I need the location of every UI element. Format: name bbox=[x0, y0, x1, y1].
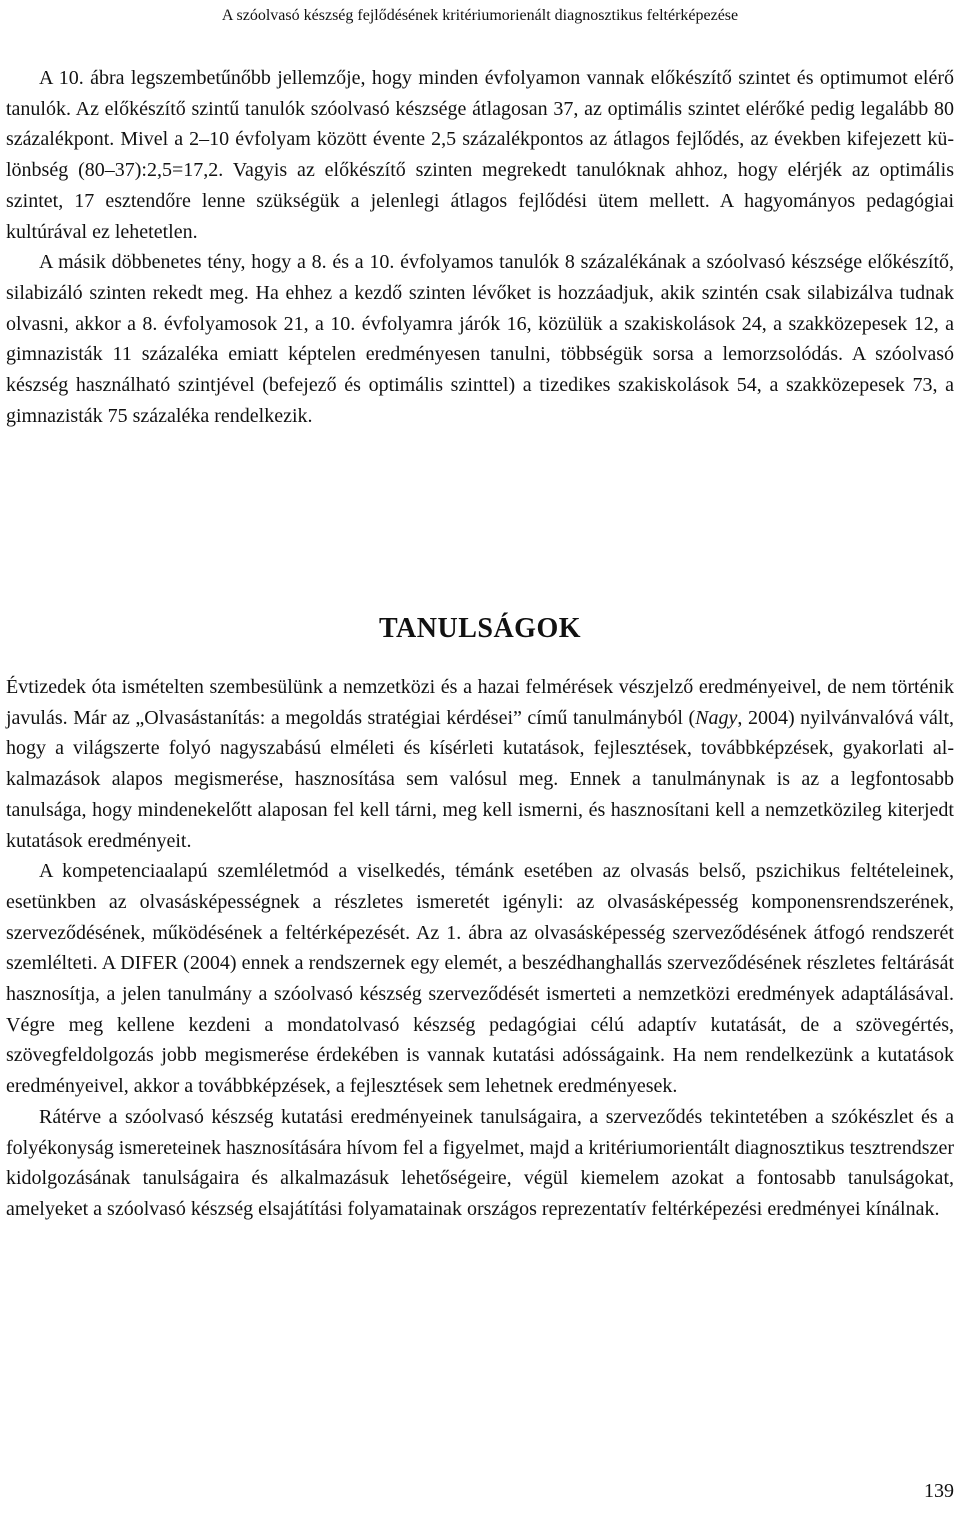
citation-author: Nagy bbox=[695, 706, 738, 729]
paragraph-second-fact: A másik döbbenetes tény, hogy a 8. és a 10. évfolyamos tanulók 8 százalékának a szóolvasó készsége előkészítő, silabizáló szinten rekedt meg. Ha ehhez a kezdő szinten lévőket is hozzáadjuk, akik szintén csak silabizálva tudnak olvasni, akkor a 8. évfolyamosok 21, a 10. évfolyamra járók 16, közülük a szakiskolások 24, a szakközepesek 12, a gimnazisták 11 százaléka emiatt képtelen eredményesen tanulni, többségük sorsa a lemorzsolódás. A szóolvasó készség használható szintjével (befejező és optimális szinttel) a tizedikes szakiskolások 54, a szakközepesek 73, a gimnazisták 75 százaléka rendelkezik. bbox=[6, 251, 954, 427]
paragraph-figure-10: A 10. ábra legszembetűnőbb jellemzője, hogy minden évfolyamon vannak előkészítő szintet és optimumot elérő tanulók. Az előkészítő szintű tanulók szóolvasó készsége átlagosan 37, az optimális szintet elérőké pedig legalább 80 százalékpont. Mivel a 2–10 évfolyam között évente 2,5 százalékpontos az átlagos fejlődés, az években kifejezett különbség (80–37):2,5=17,2. Vagyis az előkészítő szinten megrekedt tanulóknak ahhoz, hogy elérjék az optimális szintet, 17 esztendőre lenne szükségük a jelenlegi átlagos fejlődési ütem mellett. A hagyományos pedagógiai kultúrával ez lehetetlen. bbox=[6, 67, 954, 243]
paragraph-competence: A kompetenciaalapú szemléletmód a viselkedés, témánk esetében az olvasás belső, pszichikus feltételeinek, esetünkben az olvasásképességnek a részletes ismeretét igényli: az olvasásképesség komponensrendszerének, szerveződésének, működésének a feltérképezését. Az 1. ábra az olvasásképesség szerveződésének átfogó rendszerét szemlélteti. A DIFER (2004) ennek a rendszernek egy elemét, a beszédhanghallás szerveződésének részletes feltárását hasznosítja, a jelen tanulmány a szóolvasó készség szerveződését ismerteti a nemzetközi eredmények adaptálásával. Végre meg kellene kezdeni a mondatolvasó készség pedagógiai célú adaptív kutatását, de a szövegértés, szövegfeldolgozás jobb megismerése érdekében is vannak kutatási adósságaink. Ha nem rendelkezünk a kutatások eredményeivel, akkor a továbbképzések, a fejlesztések sem lehetnek eredményesek. bbox=[6, 860, 954, 1098]
paragraph-decades bbox=[6, 672, 954, 856]
paragraph-decades-part2: , 2004) nyilvánvalóvá vált, hogy a világszerte folyó nagyszabású elméleti és kísérleti kutatások, fejlesztések, továbbképzések, gyakorlati alkalmazások alapos megismerése, hasznosítása sem valósul meg. Ennek a tanulmánynak is az a legfontosabb tanulsága, hogy mindenekelőtt alaposan fel kell tárni, meg kell ismerni, és hasznosítani kell a nemzetközileg kiterjedt kutatások eredményeit. bbox=[6, 706, 954, 852]
body-text-top bbox=[6, 63, 954, 431]
paragraph-conclusions: Rátérve a szóolvasó készség kutatási eredményeinek tanulságaira, a szerveződés tekintetében a szókészlet és a folyékonyság ismereteinek hasznosítására hívom fel a figyelmet, majd a kritériumorientált diagnosztikus tesztrendszer kidolgozásának tanulságaira és alkalmazásuk lehetőségeire, végül kiemelem azokat a fontosabb tanulságokat, amelyeket a szóolvasó készség elsajátítási folyamatainak országos reprezentatív feltérképezési eredményei kínálnak. bbox=[6, 1105, 954, 1220]
page-number: 139 bbox=[924, 1480, 954, 1502]
section-title: TANULSÁGOK bbox=[378, 613, 582, 644]
body-text-tanulsagok bbox=[6, 672, 954, 1225]
paragraph-decades-part1: Évtizedek óta ismételten szembesülünk a nemzetközi és a hazai felmérések vészjelző eredményeivel, de nem történik javulás. Már az „Olvasástanítás: a megoldás stratégiai kérdései” című tanulmányból ( bbox=[6, 676, 954, 729]
running-header: A szóolvasó készség fejlődésének kritériumorienált diagnosztikus feltérképezése bbox=[221, 7, 739, 24]
